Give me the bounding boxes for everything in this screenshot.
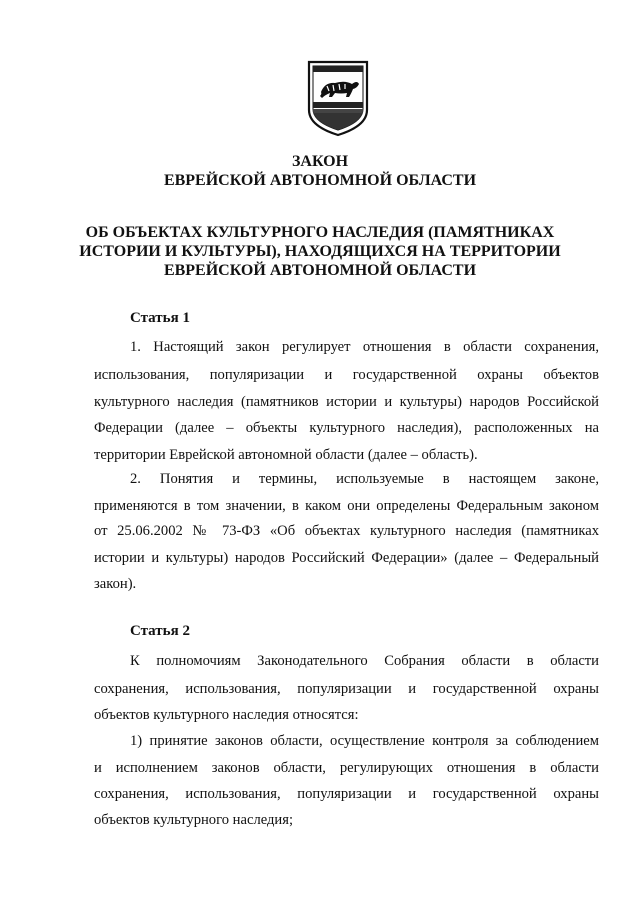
article-1-heading: Статья 1 (130, 310, 190, 326)
law-subject-line: ОБ ОБЪЕКТАХ КУЛЬТУРНОГО НАСЛЕДИЯ (ПАМЯТНИКАХ (85, 224, 555, 241)
article-1-line: от 25.06.2002 № 73-ФЗ «Об объектах культурного наследия (памятниках (94, 523, 599, 539)
article-2-line: сохранения, использования, популяризации и государственной охраны (94, 681, 599, 697)
article-2-line: 1) принятие законов области, осуществление контроля за соблюдением (130, 733, 599, 749)
article-1-line: территории Еврейской автономной области (далее – область). (94, 447, 478, 463)
article-2-heading: Статья 2 (130, 623, 190, 639)
article-1-line: применяются в том значении, в каком они определены Федеральным законом (94, 498, 599, 514)
article-2-line: объектов культурного наследия; (94, 812, 294, 828)
article-1-line: закон). (94, 576, 137, 592)
article-1-line: 2. Понятия и термины, используемые в настоящем законе, (130, 471, 599, 487)
law-region: ЕВРЕЙСКОЙ АВТОНОМНОЙ ОБЛАСТИ (163, 172, 477, 189)
article-2-line: объектов культурного наследия относятся: (94, 707, 359, 723)
coat-of-arms-emblem (305, 58, 371, 138)
law-subject-block (0, 223, 640, 280)
article-1-line: культурного наследия (памятников истории и культуры) народов Российской (94, 394, 599, 410)
law-subject-line: ИСТОРИИ И КУЛЬТУРЫ), НАХОДЯЩИХСЯ НА ТЕРРИТОРИИ (79, 243, 561, 260)
article-1-line: использования, популяризации и государственной охраны объектов (94, 367, 599, 383)
article-1-line: истории и культуры) народов Российский Федерации» (далее – Федеральный (94, 550, 599, 566)
article-1-line: 1. Настоящий закон регулирует отношения в области сохранения, (130, 339, 599, 355)
law-title: ЗАКОН (291, 153, 349, 170)
law-subject-line: ЕВРЕЙСКОЙ АВТОНОМНОЙ ОБЛАСТИ (163, 262, 477, 279)
article-2-line: сохранения, использования, популяризации и государственной охраны (94, 786, 599, 802)
law-title-block (0, 152, 640, 190)
article-2-line: и исполнением законов области, регулирующих отношения в области (94, 760, 599, 776)
article-1-line: Федерации (далее – объекты культурного наследия), расположенных на (94, 420, 599, 436)
article-2-line: К полномочиям Законодательного Собрания области в области (130, 653, 599, 669)
